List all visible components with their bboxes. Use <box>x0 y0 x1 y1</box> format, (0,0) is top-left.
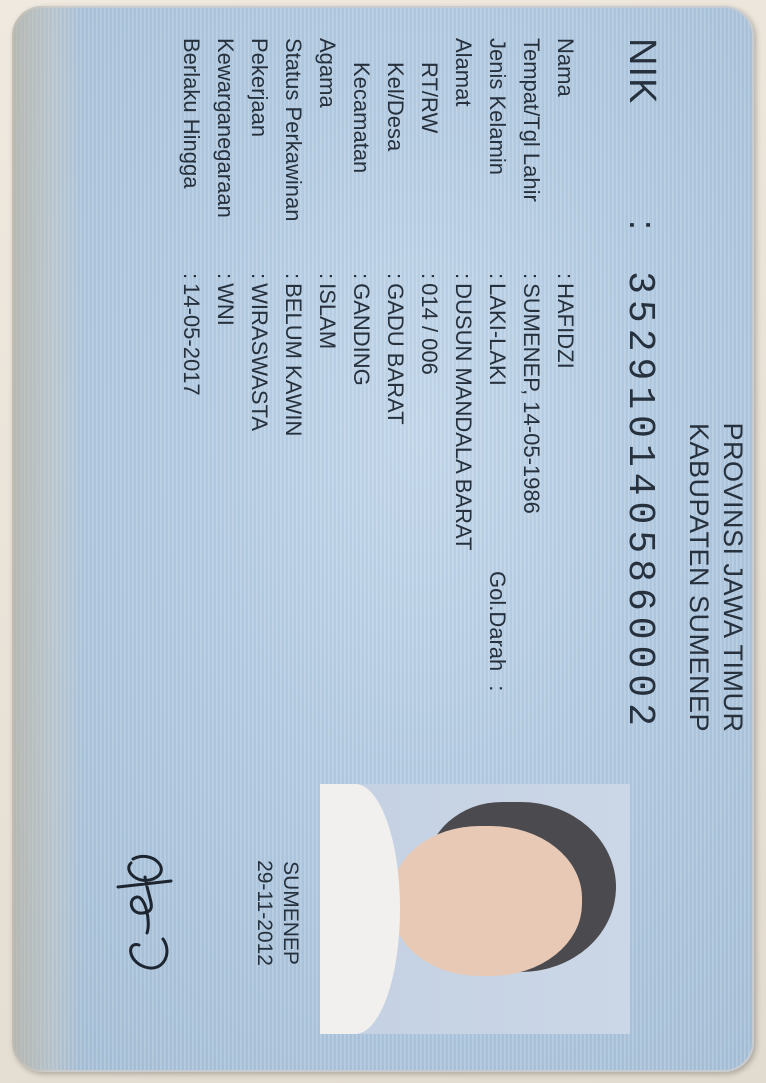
holder-photo <box>320 784 630 1034</box>
field-label: Kecamatan <box>349 62 374 174</box>
field-value: : BELUM KAWIN <box>281 273 306 436</box>
nik-value: 3529101405860002 <box>618 271 661 732</box>
field-label: Alamat <box>451 38 476 107</box>
field-label: RT/RW <box>417 62 442 134</box>
field-nama <box>548 38 582 550</box>
field-value: : ISLAM <box>315 273 340 349</box>
card-content <box>12 6 754 1072</box>
identity-fields <box>174 38 582 550</box>
signature-stroke <box>118 856 171 968</box>
province-title: PROVINSI JAWA TIMUR <box>718 422 748 733</box>
field-label: Nama <box>553 38 578 97</box>
field-value: : WNI <box>213 273 238 326</box>
field-alamat <box>446 38 480 550</box>
gol-darah <box>480 571 514 691</box>
field-value: : DUSUN MANDALA BARAT <box>451 273 476 550</box>
field-status-perkawinan <box>276 38 310 550</box>
field-value: : 14-05-2017 <box>179 273 204 396</box>
signature-icon <box>103 841 193 1001</box>
field-jenis-kelamin <box>480 38 514 550</box>
field-label: Jenis Kelamin <box>485 38 510 175</box>
field-value: : GANDING <box>349 273 374 386</box>
photo-face <box>392 826 582 976</box>
field-agama <box>310 38 344 550</box>
gol-darah-value <box>485 671 510 691</box>
field-label: Kel/Desa <box>383 62 408 152</box>
field-label: Pekerjaan <box>247 38 272 138</box>
field-label: Berlaku Hingga <box>179 38 204 189</box>
id-card <box>12 6 754 1072</box>
issue-info <box>251 788 303 1038</box>
field-kecamatan <box>344 38 378 550</box>
field-value: : LAKI-LAKI <box>485 273 510 386</box>
issue-date: 29-11-2012 <box>253 860 276 966</box>
field-rt-rw <box>412 38 446 550</box>
photo-shirt <box>320 784 400 1034</box>
field-berlaku-hingga <box>174 38 208 550</box>
regency-title: KABUPATEN SUMENEP <box>684 422 714 733</box>
field-pekerjaan <box>242 38 276 550</box>
field-label: Tempat/Tgl Lahir <box>519 38 544 202</box>
issue-place: SUMENEP <box>279 861 302 965</box>
field-value: : HAFIDZI <box>553 273 578 369</box>
field-tempat-tgl-lahir <box>514 38 548 550</box>
field-label: Kewarganegaraan <box>213 38 238 218</box>
field-value: : GADU BARAT <box>383 273 408 425</box>
field-kel-desa <box>378 38 412 550</box>
field-kewarganegaraan <box>208 38 242 550</box>
nik-label: NIK <box>621 38 663 105</box>
gol-darah-label: Gol.Darah <box>485 571 510 672</box>
field-value: : 014 / 006 <box>417 273 442 375</box>
field-value: : WIRASWASTA <box>247 273 272 431</box>
field-label: Agama <box>315 38 340 108</box>
nik-colon: : <box>621 219 663 232</box>
field-value: : SUMENEP, 14-05-1986 <box>519 273 544 514</box>
field-label: Status Perkawinan <box>281 38 306 222</box>
nik-row <box>618 38 663 732</box>
